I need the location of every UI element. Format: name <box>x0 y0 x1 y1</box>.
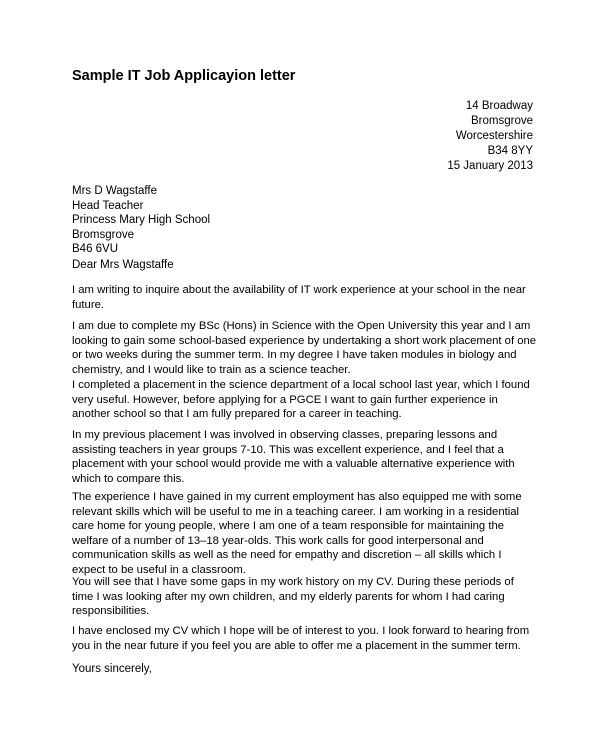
paragraph-line: very useful. However, before applying for a PGCE I want to gain further experience in <box>72 393 498 406</box>
letter-date: 15 January 2013 <box>447 160 533 172</box>
body-paragraph <box>72 624 542 653</box>
body-paragraph <box>72 378 542 422</box>
recipient-address-line: B46 6VU <box>72 243 119 255</box>
paragraph-line: future. <box>72 298 105 311</box>
paragraph-line: which to compare this. <box>72 472 185 485</box>
recipient-address-line: Bromsgrove <box>72 228 134 241</box>
paragraph-line: I am due to complete my BSc (Hons) in Science with the Open University this year and I am <box>72 320 531 332</box>
paragraph-line: I am writing to inquire about the availability of IT work experience at your school in the near <box>72 284 526 296</box>
body-paragraph <box>72 490 542 577</box>
recipient-address-line: Mrs D Wagstaffe <box>72 185 157 197</box>
paragraph-line: I have enclosed my CV which I hope will be of interest to you. I look forward to hearing from <box>72 625 530 637</box>
paragraph-line: expect to be useful in a classroom. <box>72 563 246 576</box>
paragraph-line: another school so that I am fully prepared for a career in teaching. <box>72 408 402 420</box>
salutation: Dear Mrs Wagstaffe <box>72 259 174 271</box>
paragraph-line: or two weeks during the summer term. In my degree I have taken modules in biology and <box>72 349 517 361</box>
paragraph-line: you in the near future if you feel you are able to offer me a placement in the summer term. <box>72 639 521 652</box>
body-paragraph <box>72 283 542 312</box>
paragraph-line: You will see that I have some gaps in my work history on my CV. During these periods of <box>72 576 514 588</box>
recipient-address-line: Princess Mary High School <box>72 214 211 226</box>
letter-title: Sample IT Job Applicayion letter <box>72 68 296 84</box>
paragraph-line: looking to gain some school-based experience by undertaking a short work placement of one <box>72 334 537 347</box>
recipient-address-line: Head Teacher <box>72 199 144 212</box>
sender-address-line: Bromsgrove <box>471 115 533 127</box>
paragraph-line: In my previous placement I was involved in observing classes, preparing lessons and <box>72 429 498 441</box>
paragraph-line: care home for young people, where I am one of a team responsible for maintaining the <box>72 520 505 532</box>
paragraph-line: responsibilities. <box>72 605 150 617</box>
paragraph-line: placement with your school would provide me with a valuable alternative experience with <box>72 458 515 470</box>
sender-address-line: 14 Broadway <box>465 100 533 112</box>
sender-address <box>456 99 533 159</box>
closing-phrase: Yours sincerely, <box>72 663 152 675</box>
paragraph-line: relevant skills which will be useful to me in a teaching career. I am working in a residential <box>72 505 520 518</box>
body-paragraph <box>72 575 542 619</box>
paragraph-line: chemistry, and I would like to train as a science teacher. <box>72 363 351 376</box>
paragraph-line: The experience I have gained in my current employment has also equipped me with some <box>72 491 522 503</box>
paragraph-line: communication skills as well as the need for empathy and discretion – all skills which I <box>72 549 502 561</box>
body-paragraph <box>72 319 542 377</box>
paragraph-line: time I was looking after my own children, and my elderly parents for whom I had caring <box>72 590 505 603</box>
paragraph-line: welfare of a number of 13–18 year-olds. This work calls for good interpersonal and <box>72 534 484 547</box>
body-paragraph <box>72 428 542 486</box>
sender-address-line: B34 8YY <box>487 145 533 157</box>
recipient-address <box>72 184 210 257</box>
sender-address-line: Worcestershire <box>455 130 533 142</box>
paragraph-line: I completed a placement in the science department of a local school last year, which I found <box>72 379 530 391</box>
paragraph-line: assisting teachers in year groups 7-10. This was excellent experience, and I feel that a <box>72 443 504 456</box>
